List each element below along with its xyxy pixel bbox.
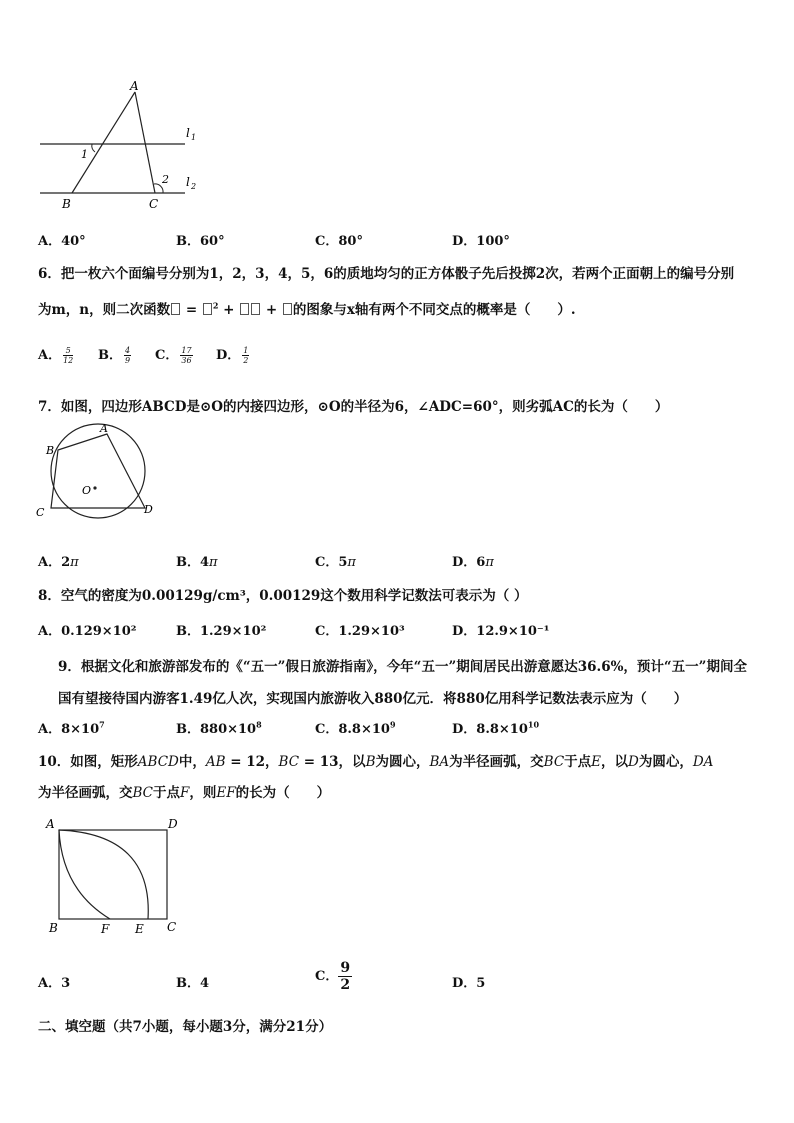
q9-a-base: A．8×10 bbox=[38, 722, 100, 737]
q10-abcd: ABCD bbox=[137, 754, 179, 770]
q7-option-b[interactable] bbox=[176, 551, 218, 570]
denominator: 36 bbox=[181, 356, 192, 365]
q10-f: F bbox=[180, 785, 190, 801]
q7-c-label: C．5 bbox=[315, 555, 348, 570]
q10-e: E bbox=[591, 754, 602, 770]
fraction bbox=[180, 346, 192, 365]
q6-line2-pre: 为m，n，则二次函数 bbox=[38, 302, 171, 318]
pi-symbol: π bbox=[485, 555, 494, 570]
q6-eq: = bbox=[185, 302, 198, 318]
q10-t5: 为圆心， bbox=[375, 754, 430, 770]
q10-d: D bbox=[628, 754, 639, 770]
q10-c-label: C． bbox=[315, 969, 339, 984]
q7-option-d[interactable] bbox=[452, 551, 494, 570]
circle-o bbox=[51, 424, 145, 518]
label-l1: l bbox=[186, 126, 190, 140]
q6-sup: 2 bbox=[212, 300, 219, 311]
label-d: D bbox=[144, 503, 153, 516]
q9-d-base: D．8.8×10 bbox=[452, 722, 528, 737]
q10-line1 bbox=[38, 750, 713, 770]
q10-line2 bbox=[38, 781, 330, 801]
q9-c-exp: 9 bbox=[389, 719, 396, 730]
q6-d-label: D． bbox=[216, 348, 241, 363]
label-c: C bbox=[36, 506, 45, 519]
q8-option-a[interactable]: A．0.129×10² bbox=[38, 624, 137, 639]
q10-b: B bbox=[365, 754, 376, 770]
numerator: 5 bbox=[63, 346, 73, 356]
numerator: 1 bbox=[243, 346, 249, 355]
section-heading: 二、填空题（共7小题，每小题3分，满分21分） bbox=[38, 1019, 333, 1035]
q10-ef: EF bbox=[216, 785, 236, 801]
segment-ab bbox=[72, 92, 135, 193]
arc-from-d bbox=[59, 830, 110, 919]
q10-t12: ，则 bbox=[189, 785, 217, 801]
q10-t4: = 13，以 bbox=[299, 754, 366, 770]
q7-b-label: B．4 bbox=[176, 555, 210, 570]
label-b: B bbox=[62, 197, 71, 211]
label-c: C bbox=[167, 920, 177, 934]
q9-option-b[interactable] bbox=[176, 718, 262, 737]
denominator: 2 bbox=[340, 977, 351, 993]
quadrilateral-abcd bbox=[51, 434, 145, 508]
label-angle-1: 1 bbox=[81, 148, 88, 161]
q7-d-label: D．6 bbox=[452, 555, 486, 570]
pi-symbol: π bbox=[347, 555, 356, 570]
denominator: 9 bbox=[125, 356, 131, 365]
q10-figure bbox=[40, 812, 190, 937]
q10-t9: 为圆心， bbox=[638, 754, 693, 770]
label-f: F bbox=[101, 922, 110, 936]
q5-option-a[interactable]: A．40° bbox=[38, 234, 86, 249]
fraction bbox=[242, 346, 249, 365]
q10-bc: BC bbox=[278, 754, 300, 770]
q8-text: 8．空气的密度为0.00129g/cm³，0.00129这个数用科学记数法可表示为（ ） bbox=[38, 588, 528, 604]
q9-line2: 国有望接待国内游客1.49亿人次，实现国内旅游收入880亿元．将880亿用科学记数法表示应为（ ） bbox=[58, 691, 688, 707]
q10-ba: BA bbox=[429, 754, 450, 770]
label-l1-sub: 1 bbox=[191, 133, 197, 142]
denominator: 12 bbox=[63, 356, 74, 365]
q9-option-d[interactable] bbox=[452, 718, 539, 737]
numerator: 9 bbox=[340, 960, 351, 976]
q9-b-base: B．880×10 bbox=[176, 722, 257, 737]
label-a: A bbox=[100, 422, 108, 435]
q6-option-b[interactable] bbox=[98, 344, 133, 365]
numerator: 4 bbox=[125, 346, 131, 355]
label-l2-sub: 2 bbox=[191, 182, 197, 191]
q8-option-b[interactable]: B．1.29×10² bbox=[176, 624, 267, 639]
q8-option-c[interactable]: C．1.29×10³ bbox=[315, 624, 405, 639]
q9-d-exp: 10 bbox=[527, 719, 540, 730]
placeholder-box bbox=[171, 303, 180, 315]
q10-t3: = 12， bbox=[225, 754, 279, 770]
q10-bc3: BC bbox=[132, 785, 154, 801]
label-o: O bbox=[82, 484, 92, 497]
pi-symbol: π bbox=[209, 555, 218, 570]
denominator: 2 bbox=[243, 356, 249, 365]
q8-option-d[interactable]: D．12.9×10⁻¹ bbox=[452, 624, 550, 639]
q6-line2-post: 的图象与x轴有两个不同交点的概率是（ ）. bbox=[292, 302, 576, 318]
q5-option-b[interactable]: B．60° bbox=[176, 234, 225, 249]
q6-b-label: B． bbox=[98, 348, 122, 363]
label-a: A bbox=[130, 80, 139, 93]
q10-t8: ，以 bbox=[601, 754, 629, 770]
placeholder-box bbox=[283, 303, 292, 315]
q9-a-exp: 7 bbox=[99, 719, 105, 730]
q10-t10: 为半径画弧，交 bbox=[38, 785, 133, 801]
label-b: B bbox=[49, 921, 58, 935]
fraction bbox=[338, 960, 352, 993]
q10-option-d[interactable]: D．5 bbox=[452, 976, 486, 991]
q7-a-label: A．2 bbox=[38, 555, 71, 570]
label-angle-2: 2 bbox=[162, 173, 169, 186]
q7-option-a[interactable] bbox=[38, 551, 79, 570]
q10-t13: 的长为（ ） bbox=[235, 785, 331, 801]
fraction bbox=[124, 346, 131, 365]
label-c: C bbox=[149, 197, 159, 211]
q10-t2: 中， bbox=[178, 754, 206, 770]
q9-line1: 9．根据文化和旅游部发布的《“五一”假日旅游指南》，今年“五一”期间居民出游意愿达36.6%，预计“五一”期间全 bbox=[58, 659, 747, 675]
q5-option-d[interactable]: D．100° bbox=[452, 234, 510, 249]
q9-option-a[interactable] bbox=[38, 718, 105, 737]
q10-option-b[interactable]: B．4 bbox=[176, 976, 210, 991]
q9-option-c[interactable] bbox=[315, 718, 396, 737]
q10-t1: 10．如图，矩形 bbox=[38, 754, 138, 770]
q5-figure bbox=[30, 80, 210, 215]
q6-line1: 6．把一枚六个面编号分别为1，2，3，4，5，6的质地均匀的正方体骰子先后投掷2次，若两个正面朝上的编号分别 bbox=[38, 266, 735, 282]
q10-ab: AB bbox=[205, 754, 226, 770]
q10-option-a[interactable]: A．3 bbox=[38, 976, 71, 991]
q6-plus: + bbox=[223, 302, 235, 318]
q10-bc2: BC bbox=[543, 754, 565, 770]
q10-da: DA bbox=[692, 754, 714, 770]
label-e: E bbox=[135, 922, 144, 936]
placeholder-box bbox=[240, 303, 249, 315]
numerator: 17 bbox=[181, 346, 192, 355]
q6-option-c[interactable] bbox=[155, 344, 195, 365]
q6-option-d[interactable] bbox=[216, 344, 251, 365]
fraction bbox=[63, 346, 73, 365]
q10-t6: 为半径画弧，交 bbox=[449, 754, 544, 770]
q6-c-label: C． bbox=[155, 348, 179, 363]
q6-line2 bbox=[38, 298, 576, 318]
placeholder-box bbox=[203, 303, 212, 315]
center-point bbox=[93, 486, 96, 489]
arc-from-b bbox=[59, 830, 148, 919]
segment-ac bbox=[135, 92, 155, 193]
angle-1-arc bbox=[92, 144, 95, 152]
q5-option-c[interactable]: C．80° bbox=[315, 234, 363, 249]
q6-a-label: A． bbox=[38, 348, 62, 363]
q9-c-base: C．8.8×10 bbox=[315, 722, 390, 737]
q10-t7: 于点 bbox=[564, 754, 592, 770]
q6-plus2: + bbox=[265, 302, 278, 318]
q10-option-c[interactable] bbox=[315, 960, 352, 993]
q7-text: 7．如图，四边形ABCD是⊙O的内接四边形，⊙O的半径为6，∠ADC=60°，则劣弧AC的长为（ ） bbox=[38, 399, 669, 415]
q6-option-a[interactable] bbox=[38, 344, 75, 365]
label-d: D bbox=[168, 817, 178, 831]
q7-option-c[interactable] bbox=[315, 551, 356, 570]
placeholder-box bbox=[251, 303, 260, 315]
q9-b-exp: 8 bbox=[256, 719, 262, 730]
label-l2: l bbox=[186, 175, 190, 189]
q7-figure bbox=[32, 418, 162, 523]
label-b: B bbox=[46, 444, 55, 457]
q10-t11: 于点 bbox=[153, 785, 181, 801]
label-a: A bbox=[46, 817, 55, 831]
pi-symbol: π bbox=[70, 555, 79, 570]
